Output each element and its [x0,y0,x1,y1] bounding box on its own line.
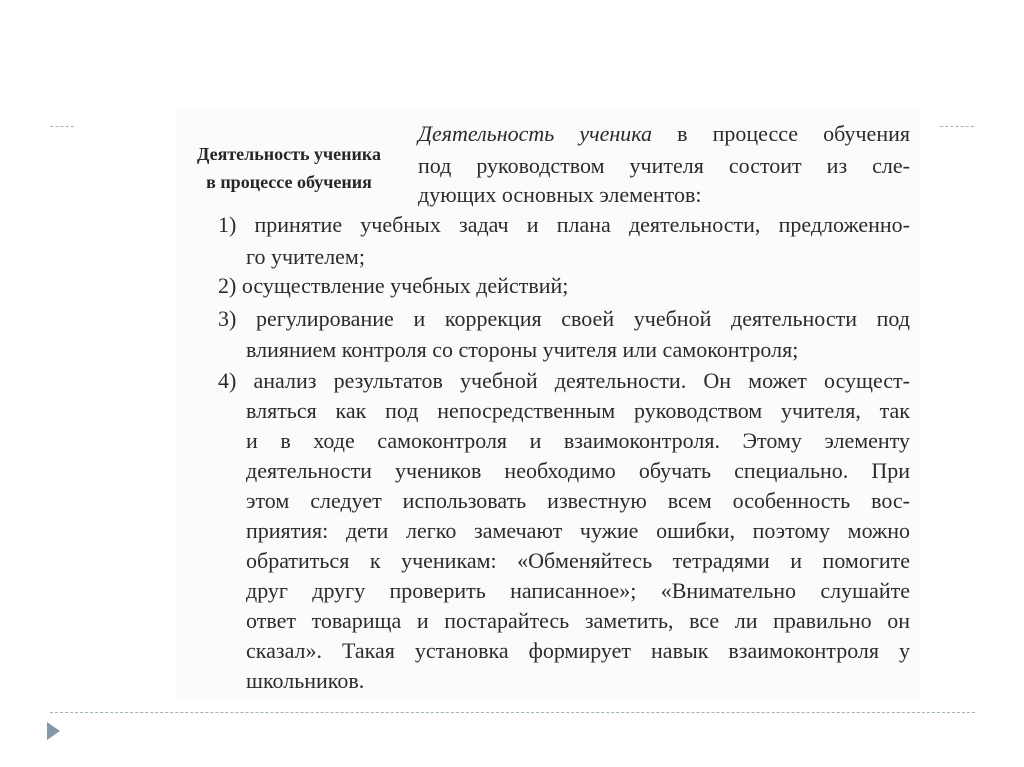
intro-line-3: дующих основных элементов: [418,182,702,207]
list-item-4-line-11: школьников. [246,668,365,693]
top-right-divider [940,126,974,127]
list-item-4-line-8: друг другу проверить написанное»; «Внимательно слушайте [246,578,910,603]
list-item-3-line-1: 3) регулирование и коррекция своей учебной деятельности под [218,306,910,331]
list-item-4-line-6: приятия: дети легко замечают чужие ошибки, поэтому можно [246,518,910,543]
list-item-4-line-4: деятельности учеников необходимо обучать специально. При [246,458,910,483]
side-heading [180,140,398,196]
intro-line-1-rest: в процессе обучения [677,121,910,146]
list-item-4-line-7: обратиться к ученикам: «Обменяйтесь тетрадями и помогите [246,548,910,573]
list-item-1-line-2: го учителем; [246,244,365,269]
bottom-divider [50,712,975,713]
intro-line-1 [418,121,910,147]
list-item-1-line-1: 1) принятие учебных задач и плана деятельности, предложенно- [218,212,910,237]
list-item-4-line-1: 4) анализ результатов учебной деятельности. Он может осущест- [218,368,910,393]
intro-line-2: под руководством учителя состоит из сле- [418,153,910,178]
list-item-4-line-3: и в ходе самоконтроля и взаимоконтроля. Этому элементу [246,428,910,453]
side-heading-line-1: Деятельность ученика [197,144,381,164]
side-heading-line-2: в процессе обучения [206,172,372,192]
list-item-2-line-1: 2) осуществление учебных действий; [218,273,569,298]
list-item-4-line-5: этом следует использовать известную всем особенность вос- [246,488,910,513]
triangle-arrow-icon [47,722,60,740]
list-item-4-line-2: вляться как под непосредственным руководством учителя, так [246,398,910,423]
list-item-4-line-9: ответ товарища и постарайтесь заметить, все ли правильно он [246,608,910,633]
list-item-4-line-10: сказал». Такая установка формирует навык взаимоконтроля у [246,638,910,663]
list-item-3-line-2: влиянием контроля со стороны учителя или самоконтроля; [246,337,799,362]
intro-term: Деятельность ученика [418,121,653,146]
top-left-divider [50,126,74,127]
